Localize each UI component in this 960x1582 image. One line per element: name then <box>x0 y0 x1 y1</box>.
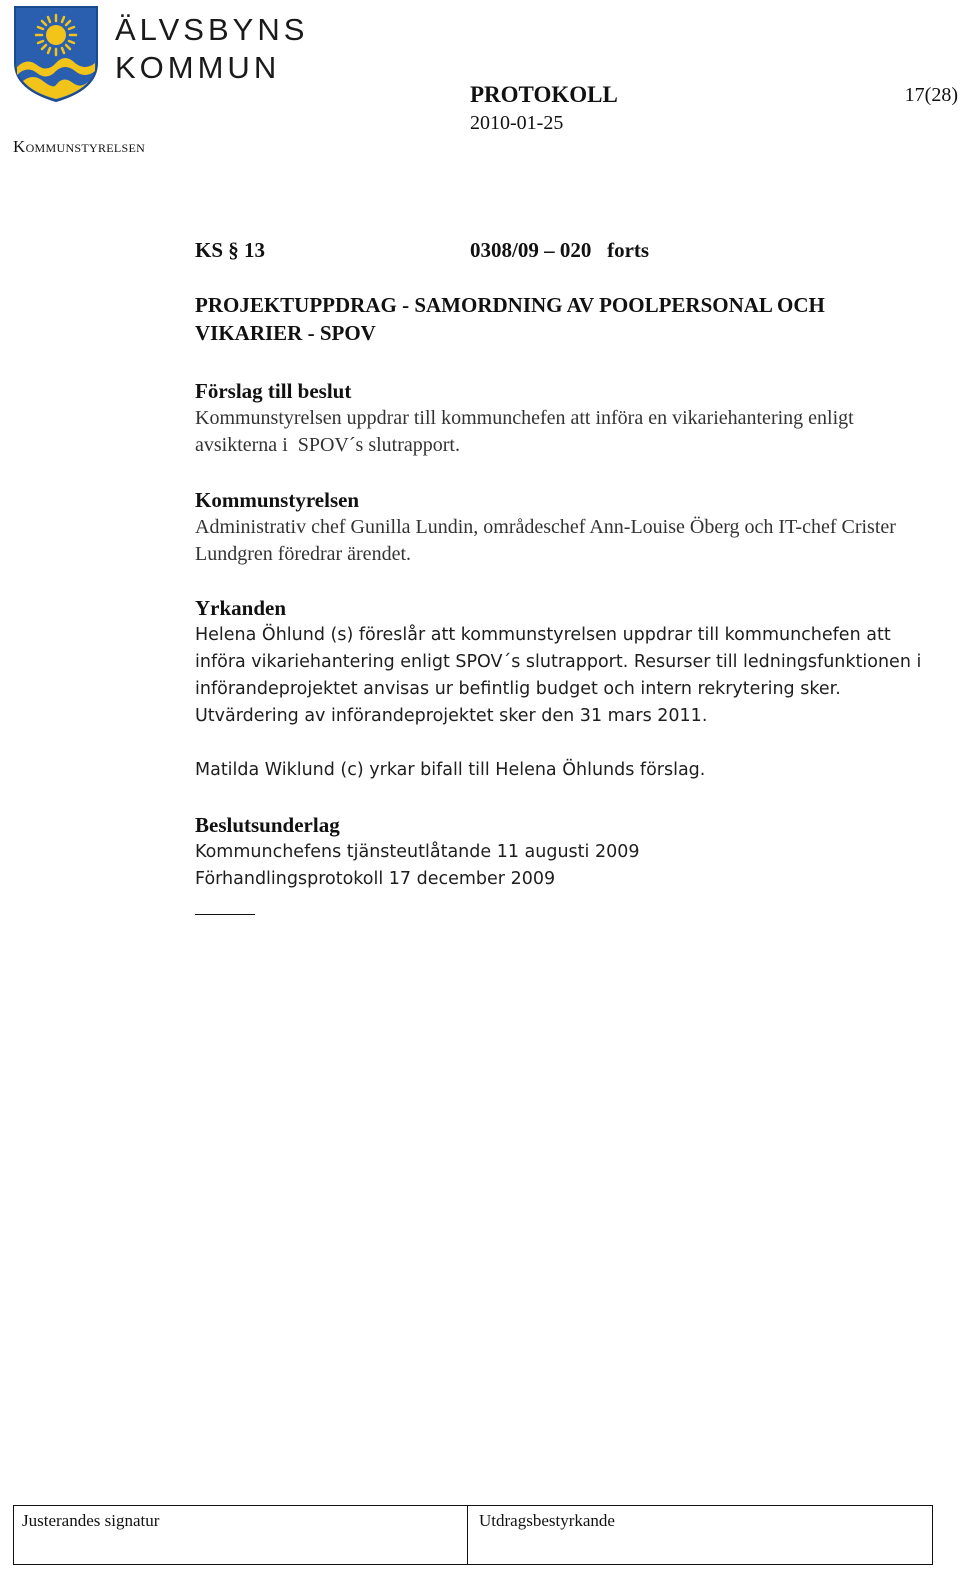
basis-heading: Beslutsunderlag <box>195 813 340 837</box>
logo-wordmark-line1: ÄLVSBYNS <box>115 12 309 47</box>
municipality-logo-shield <box>13 5 99 103</box>
claims-heading: Yrkanden <box>195 596 287 620</box>
claims-text-2: Matilda Wiklund (c) yrkar bifall till Helena Öhlunds förslag. <box>195 760 706 780</box>
logo-wordmark-line2: KOMMUN <box>115 50 281 85</box>
claims-text: Helena Öhlund (s) föreslår att kommunstyrelsen uppdrar till kommunchefen att införa vikariehantering enligt SPOV´s slutrapport. Resurser till ledningsfunktionen i införandeprojektet anvisas ur befintlig budget och intern rekrytering sker. Utvärdering av införandeprojektet sker den 31 mars 2011. <box>195 625 922 726</box>
proposal-text: Kommunstyrelsen uppdrar till kommunchefen att införa en vikariehantering enligt avsikterna i SPOV´s slutrapport. <box>195 407 859 456</box>
sun-icon <box>36 15 76 55</box>
case-title: PROJEKTUPPDRAG - SAMORDNING AV POOLPERSONAL OCH VIKARIER - SPOV <box>195 293 825 345</box>
ks-text: Administrativ chef Gunilla Lundin, områdeschef Ann-Louise Öberg och IT-chef Crister Lundgren föredrar ärendet. <box>195 516 896 565</box>
page-number: 17(28) <box>904 84 958 106</box>
end-rule <box>195 914 255 915</box>
section-kommunstyrelsen <box>195 487 935 568</box>
document-date: 2010-01-25 <box>470 112 564 134</box>
department-name: Kommunstyrelsen <box>13 137 146 156</box>
signature-label-left: Justerandes signatur <box>22 1511 160 1530</box>
section-basis <box>195 812 935 893</box>
ks-heading: Kommunstyrelsen <box>195 488 360 512</box>
case-number: KS § 13 <box>195 238 266 262</box>
signature-label-right: Utdragsbestyrkande <box>479 1511 615 1530</box>
basis-item: Kommunchefens tjänsteutlåtande 11 augusti 2009 <box>195 842 640 862</box>
signature-box <box>13 1505 933 1565</box>
section-claims <box>195 595 935 784</box>
proposal-heading: Förslag till beslut <box>195 379 352 403</box>
basis-item: Förhandlingsprotokoll 17 december 2009 <box>195 869 556 889</box>
document-type: PROTOKOLL <box>470 82 618 107</box>
diary-number: 0308/09 – 020 forts <box>470 238 650 262</box>
section-proposal <box>195 378 935 459</box>
signature-divider <box>467 1506 468 1564</box>
